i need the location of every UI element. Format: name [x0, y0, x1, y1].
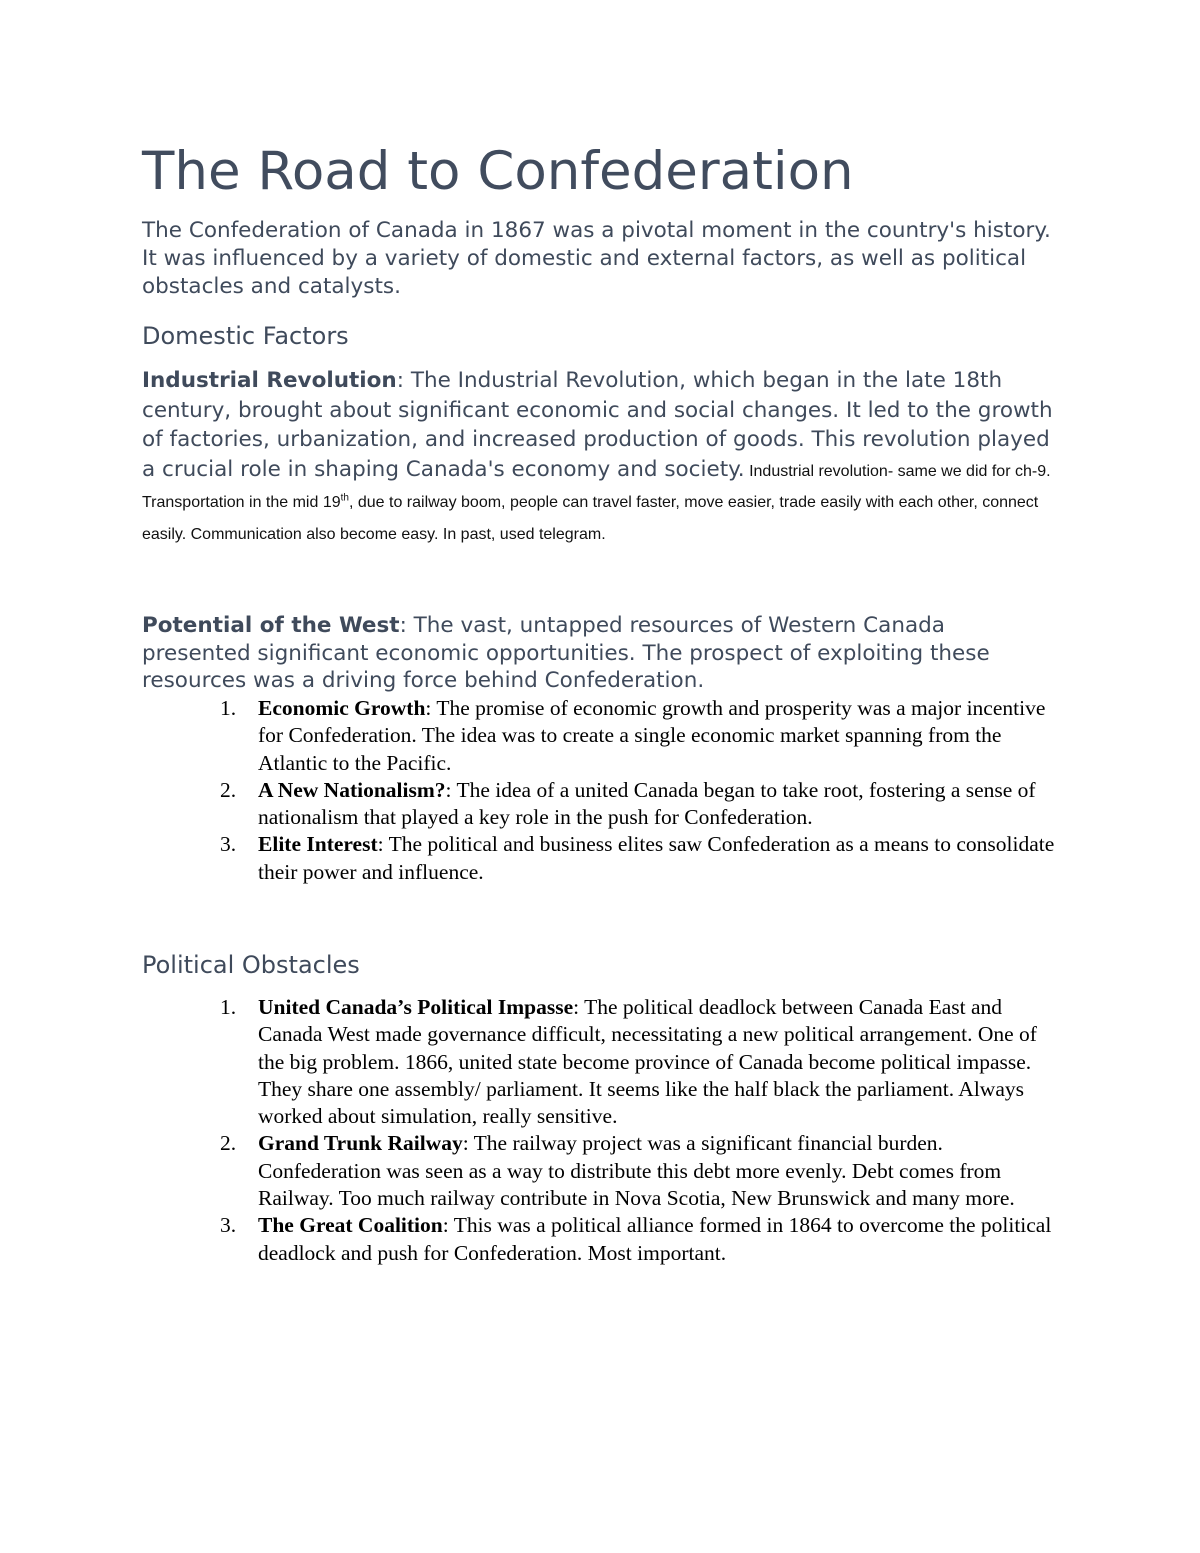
list-item-text: : This was a political alliance formed in 1864 to overcome the political deadlock and push for Confederation. Most important. — [258, 1213, 1052, 1265]
term-grand-trunk-railway: Grand Trunk Railway — [258, 1131, 463, 1156]
term-potential-of-the-west: Potential of the West — [142, 613, 400, 638]
list-number: 2. — [220, 1131, 237, 1156]
section-heading-political-obstacles: Political Obstacles — [142, 951, 360, 979]
section-heading-domestic-factors: Domestic Factors — [142, 322, 349, 350]
note-part-b: , due to railway boom, people can travel faster, move easier, trade easily with each other, connect easily. Communication also become easy. In past, used telegram. — [142, 494, 1039, 543]
list-item — [220, 994, 1060, 1130]
intro-paragraph: The Confederation of Canada in 1867 was a pivotal moment in the country's history. It was influenced by a variety of domestic and external factors, as well as political obstacles and catalysts. — [142, 218, 1051, 299]
list-item-text: : The political deadlock between Canada East and Canada West made governance difficult, necessitating a new political arrangement. One of the big problem. 1866, united state become province of Canada become political impasse. They share one assembly/ parliament. It seems like the half black the parliament. Always worked about simulation, really sensitive. — [258, 995, 1037, 1129]
list-item-text: : The railway project was a significant financial burden. Confederation was seen as a way to distribute this debt more evenly. Debt comes from Railway. Too much railway contribute in Nova Scotia, New Brunswick and many more. — [258, 1131, 1015, 1211]
text-industrial-revolution: : The Industrial Revolution, which began in the late 18th century, brought about significant economic and social changes. It led to the growth of factories, urbanization, and increased production of goods. This revolution played a crucial role in shaping Canada's economy and society. — [142, 368, 1053, 482]
term-a-new-nationalism: A New Nationalism? — [258, 777, 446, 802]
list-number: 3. — [220, 1213, 237, 1238]
list-political-obstacles — [220, 994, 1060, 1267]
list-number: 2. — [220, 777, 237, 802]
list-west-factors — [220, 695, 1060, 886]
list-item — [220, 1130, 1060, 1212]
text-potential-of-the-west: : The vast, untapped resources of Western Canada presented significant economic opportunities. The prospect of exploiting these resources was a driving force behind Confederation. — [142, 613, 990, 693]
term-industrial-revolution: Industrial Revolution — [142, 368, 397, 393]
note-superscript: th — [340, 492, 349, 504]
term-economic-growth: Economic Growth — [258, 696, 426, 720]
document-title: The Road to Confederation — [142, 141, 854, 202]
term-elite-interest: Elite Interest — [258, 832, 378, 857]
list-item-text: : The political and business elites saw Confederation as a means to consolidate their power and influence. — [258, 832, 1055, 884]
note-part-a: Industrial revolution- same we did for ch-9. Transportation in the mid 19 — [142, 462, 1051, 511]
list-item-text: : The idea of a united Canada began to take root, fostering a sense of nationalism that played a key role in the push for Confederation. — [258, 777, 1036, 830]
list-number: 1. — [220, 995, 237, 1019]
paragraph-potential-of-the-west — [142, 612, 1060, 695]
list-item — [220, 1212, 1060, 1267]
list-number: 3. — [220, 832, 237, 857]
list-item — [220, 777, 1060, 832]
list-number: 1. — [220, 696, 237, 720]
list-item — [220, 695, 1060, 777]
paragraph-industrial-revolution — [142, 366, 1060, 549]
term-united-canada-political-impasse: United Canada’s Political Impasse — [258, 995, 574, 1019]
list-item — [220, 831, 1060, 886]
list-item-text: : The promise of economic growth and prosperity was a major incentive for Confederation. The idea was to create a single economic market spanning from the Atlantic to the Pacific. — [258, 696, 1046, 775]
term-the-great-coalition: The Great Coalition — [258, 1213, 443, 1238]
